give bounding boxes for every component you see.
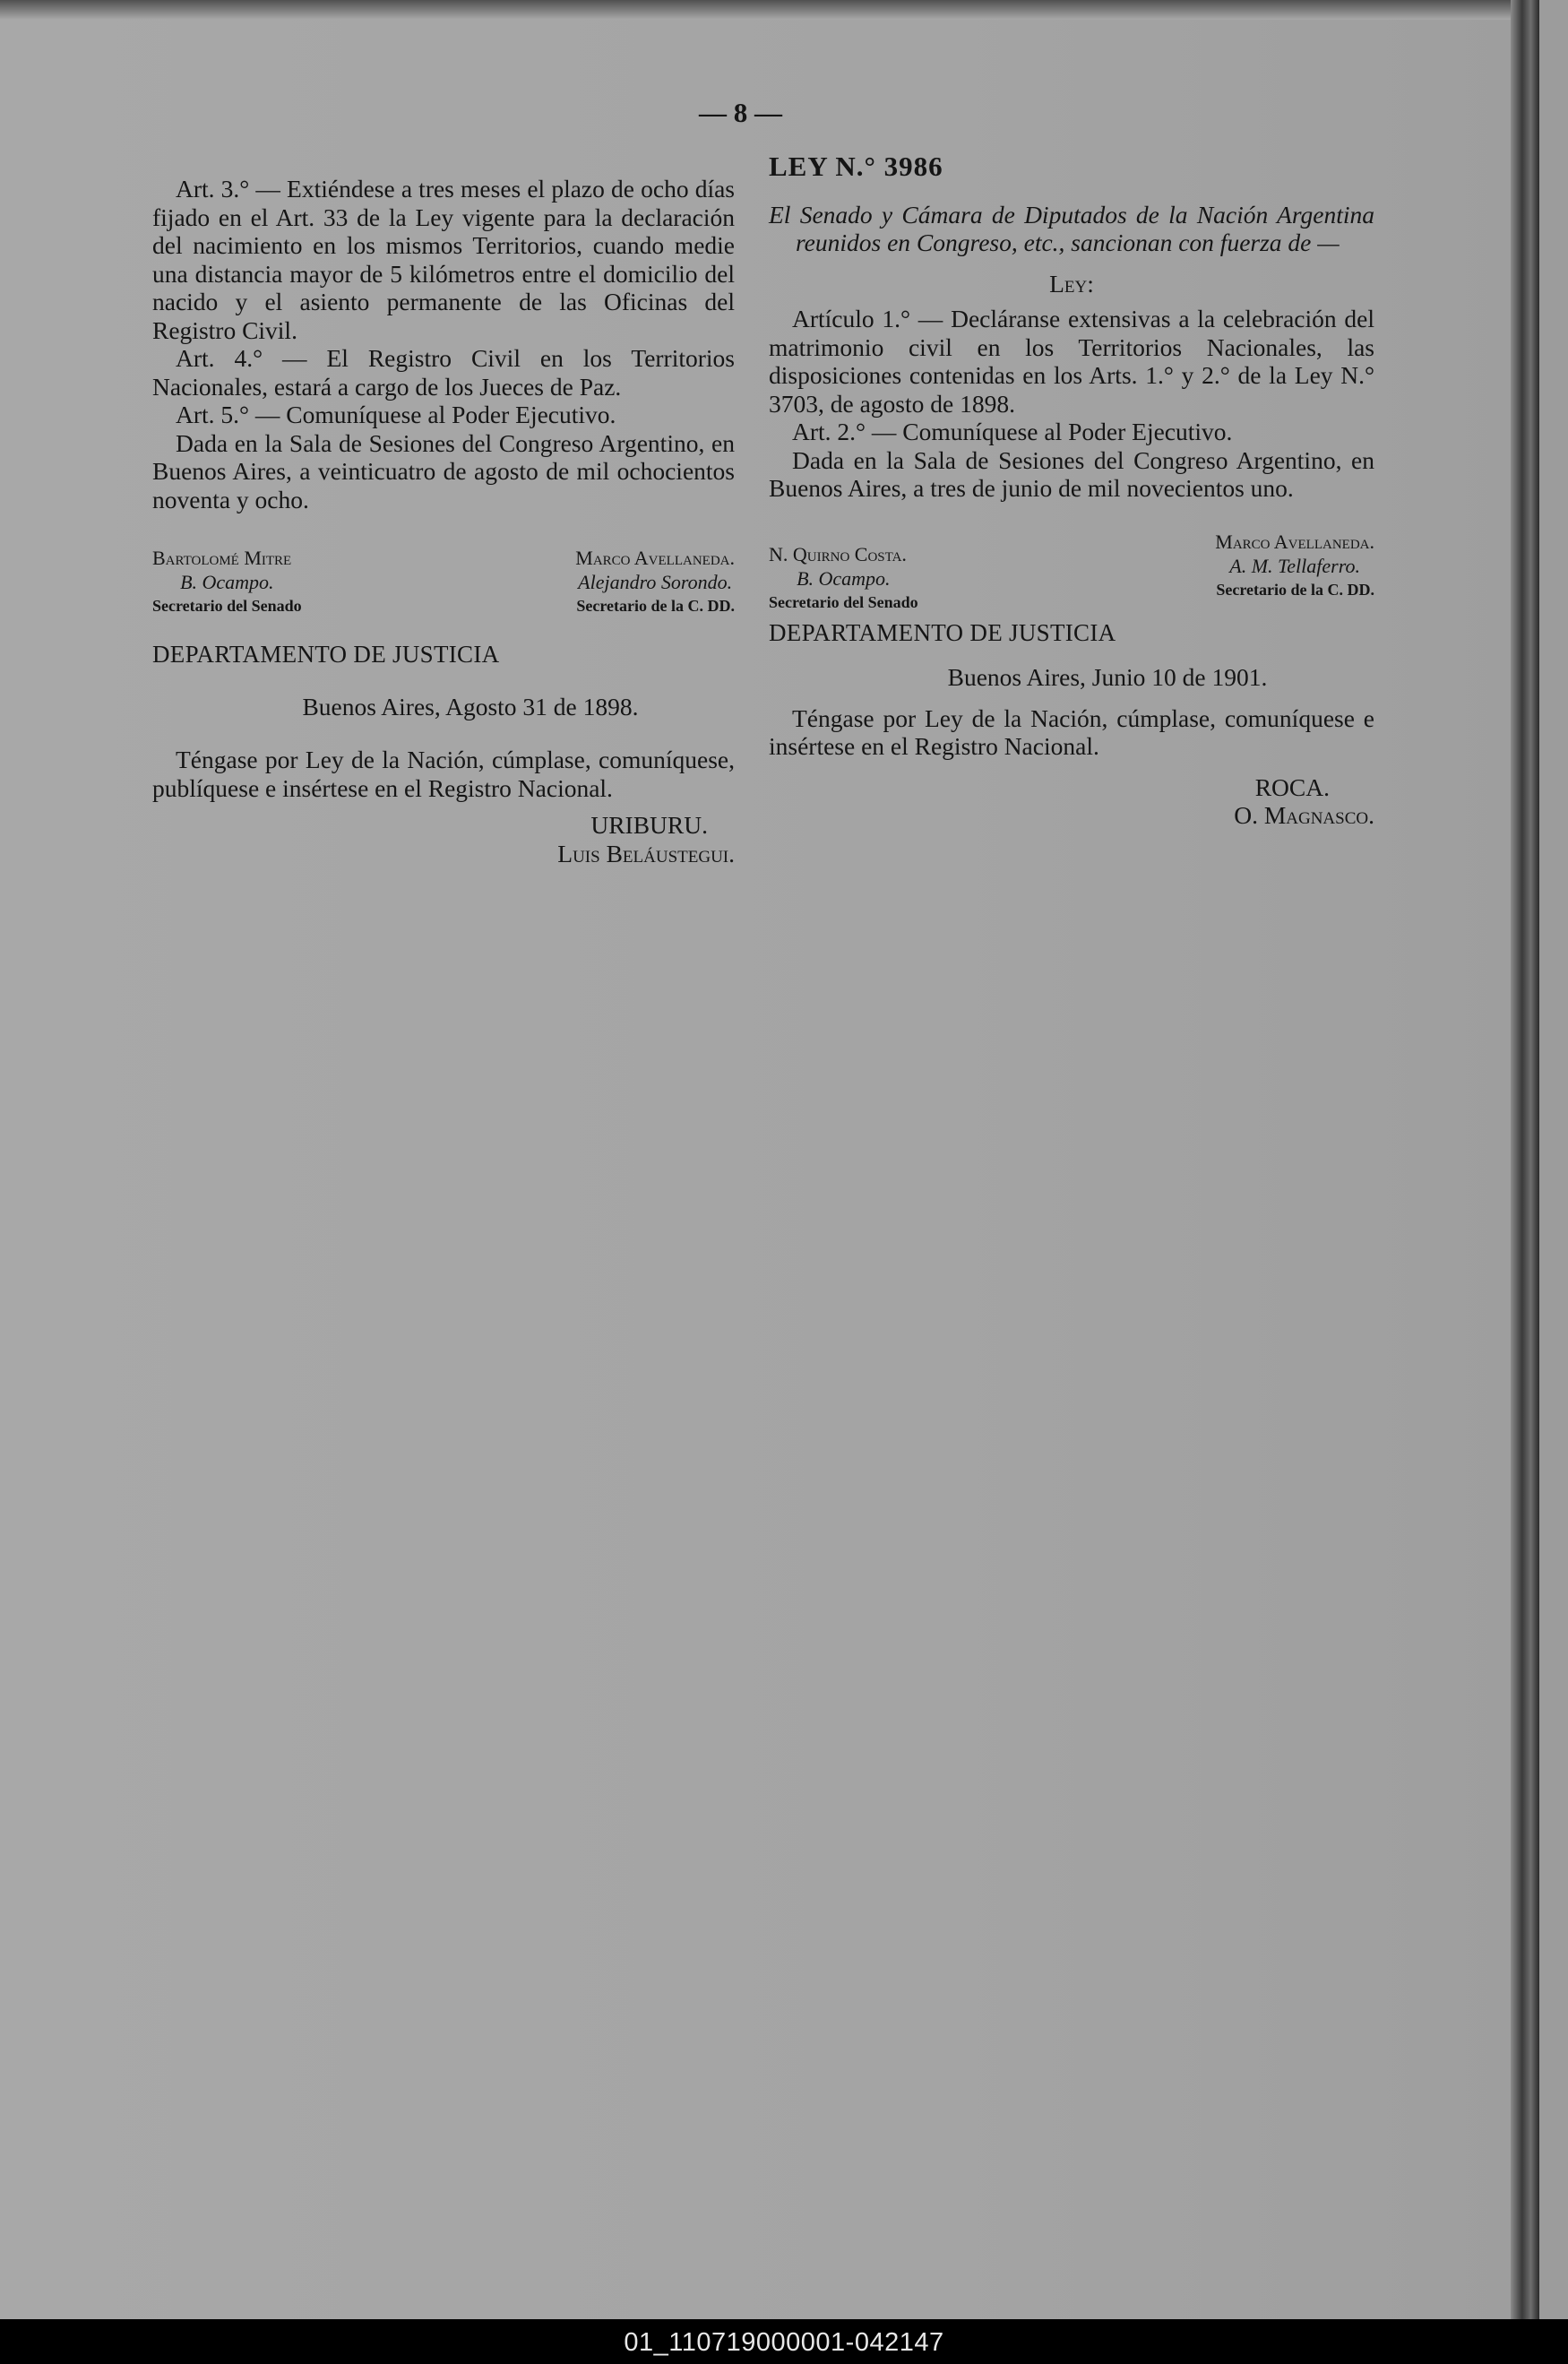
signature-role: Secretario del Senado — [769, 592, 918, 611]
left-signature-senate — [152, 546, 302, 618]
signature-name: Bartolomé Mitre — [152, 547, 292, 569]
right-paragraph-art2: Art. 2.° — Comuníquese al Poder Ejecutivo. — [792, 418, 1233, 445]
right-signature-senate — [769, 542, 918, 615]
right-decree-text: Téngase por Ley de la Nación, cúmplase, comuníquese e insértese en el Registro Nacional. — [769, 703, 1374, 760]
signature-name: N. Quirno Costa. — [769, 542, 907, 565]
law-intro: El Senado y Cámara de Diputados de la Nación Argentina reunidos en Congreso, etc., sancionan con fuerza de — — [769, 200, 1374, 256]
left-department-heading: DEPARTAMENTO DE JUSTICIA — [152, 641, 500, 668]
left-decree-text: Téngase por Ley de la Nación, cúmplase, comuníquese, publíquese e insértese en el Registro Nacional. — [152, 746, 735, 802]
right-signature-block — [769, 530, 1374, 611]
ley-heading: Ley: — [1049, 269, 1094, 298]
signature-role: Secretario de la C. DD. — [576, 597, 735, 615]
left-date-line: Buenos Aires, Agosto 31 de 1898. — [302, 692, 639, 720]
page-number: — 8 — — [699, 97, 782, 128]
signature-name: Marco Avellaneda. — [575, 547, 735, 569]
law-title: LEY N.° 3986 — [769, 151, 943, 182]
left-paragraph-art4: Art. 4.° — El Registro Civil en los Territorios Nacionales, estará a cargo de los Jueces de Paz. — [152, 344, 735, 401]
signature-secretary: B. Ocampo. — [180, 571, 274, 593]
left-column — [152, 175, 735, 867]
left-paragraph-art5: Art. 5.° — Comuníquese al Poder Ejecutivo. — [176, 401, 616, 428]
right-paragraph-dada: Dada en la Sala de Sesiones del Congreso Argentino, en Buenos Aires, a tres de junio de mil novecientos uno. — [769, 445, 1374, 502]
left-paragraph-dada: Dada en la Sala de Sesiones del Congreso Argentino, en Buenos Aires, a veinticuatro de agosto de mil ochocientos noventa y ocho. — [152, 428, 735, 513]
left-signature-block — [152, 546, 735, 621]
right-paragraph-art1: Artículo 1.° — Decláranse extensivas a la celebración del matrimonio civil en los Territorios Nacionales, las disposiciones contenidas en los Arts. 1.° y 2.° de la Ley N.° 3703, de agosto de 1898. — [769, 305, 1374, 418]
left-paragraph-art3: Art. 3.° — Extiéndese a tres meses el plazo de ocho días fijado en el Art. 33 de la Ley vigente para la declaración del nacimiento en los mismos Territorios, cuando medie una distancia mayor de 5 kilómetros entre el domicilio del nacido y el asiento permanente de las Oficinas del Registro Civil. — [152, 175, 735, 344]
right-column — [769, 152, 1374, 830]
book-spine-edge — [1511, 0, 1539, 2319]
right-signature-president: ROCA. — [1254, 772, 1330, 801]
signature-secretary: A. M. Tellaferro. — [1229, 554, 1360, 577]
right-department-heading: DEPARTAMENTO DE JUSTICIA — [769, 618, 1116, 646]
right-date-line: Buenos Aires, Junio 10 de 1901. — [947, 663, 1268, 691]
footer-document-id: 01_110719000001-042147 — [624, 2328, 944, 2357]
right-signature-deputies — [1215, 530, 1374, 602]
left-signature-minister: Luis Beláustegui. — [557, 839, 735, 867]
left-signature-deputies — [575, 546, 735, 618]
signature-role: Secretario del Senado — [152, 597, 302, 615]
signature-role: Secretario de la C. DD. — [1216, 580, 1374, 599]
left-signature-president: URIBURU. — [590, 811, 708, 839]
scan-top-shadow — [0, 0, 1539, 20]
signature-name: Marco Avellaneda. — [1215, 530, 1374, 553]
signature-secretary: Alejandro Sorondo. — [578, 571, 733, 593]
signature-secretary: B. Ocampo. — [797, 566, 891, 590]
right-signature-minister: O. Magnasco. — [1234, 801, 1374, 829]
